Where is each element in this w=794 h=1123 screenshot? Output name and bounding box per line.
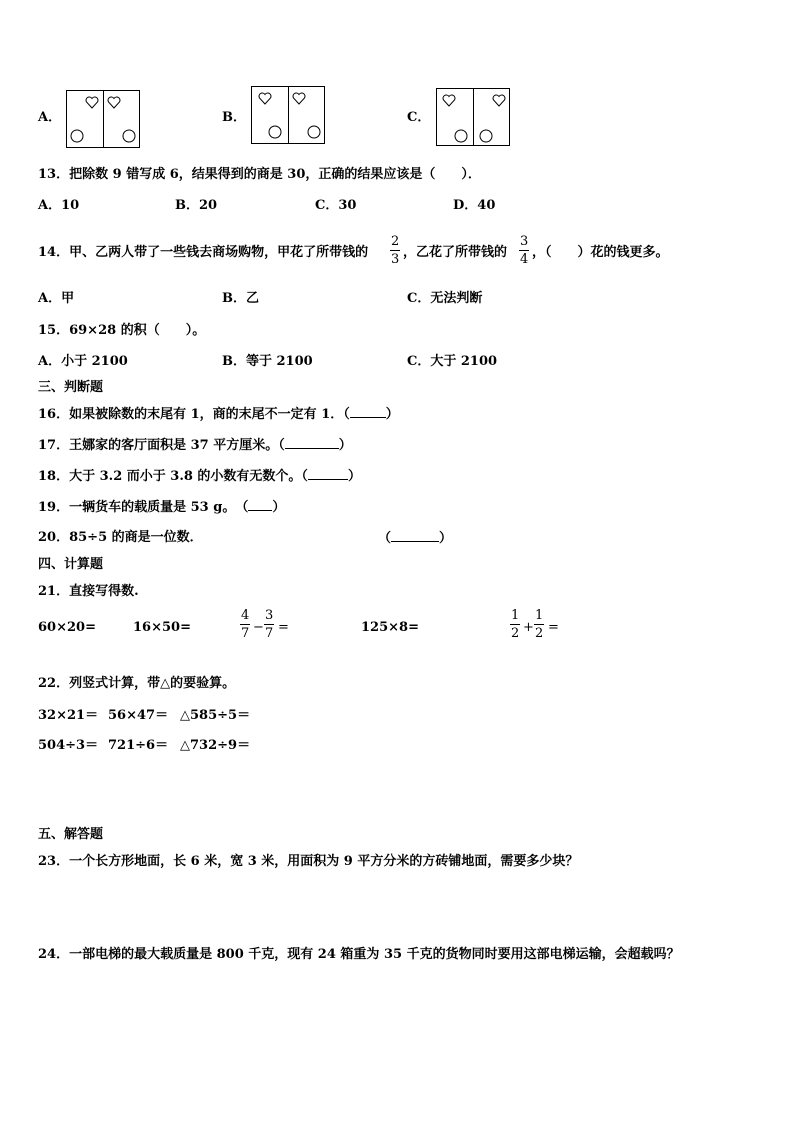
fraction-bar xyxy=(510,624,520,625)
q15-option-c: C．大于 2100 xyxy=(407,354,498,369)
q21-item-5-eq: = xyxy=(548,620,559,635)
fraction-bar xyxy=(390,250,400,251)
figure-divider xyxy=(103,91,104,147)
figure-divider xyxy=(288,87,289,143)
circle-icon xyxy=(454,129,468,143)
q22-row1-item1: 32×21＝ xyxy=(38,708,99,723)
q20-open: （ xyxy=(378,531,392,546)
q16-stem: 16．如果被除数的末尾有 1，商的末尾不一定有 1．（ xyxy=(38,407,350,422)
q14-stem-part2: ，乙花了所带钱的 xyxy=(403,245,508,260)
fraction-bar xyxy=(264,624,274,625)
numerator: 4 xyxy=(241,608,250,623)
denominator: 4 xyxy=(520,252,529,267)
section-4-heading: 四、计算题 xyxy=(38,557,104,572)
answer-blank[interactable] xyxy=(350,407,386,418)
q13-option-d: D．40 xyxy=(453,198,496,213)
fraction-three-quarters xyxy=(519,235,529,266)
fraction-bar xyxy=(534,624,544,625)
q21-item-5-frac-a xyxy=(510,609,520,640)
q21-stem: 21．直接写得数. xyxy=(38,584,139,599)
q15-option-b: B．等于 2100 xyxy=(222,354,313,369)
circle-icon xyxy=(268,125,282,139)
section-3-heading: 三、判断题 xyxy=(38,380,104,395)
answer-blank[interactable] xyxy=(308,469,348,480)
q21-item-3-op: − xyxy=(253,620,264,635)
q22-row1-item3: △585÷5＝ xyxy=(180,708,251,723)
q21-item-4: 125×8= xyxy=(361,620,419,635)
numerator: 2 xyxy=(391,234,400,249)
section-5-heading: 五、解答题 xyxy=(38,827,104,842)
circle-icon xyxy=(70,129,84,143)
q17-close: ） xyxy=(338,438,352,453)
option-a-label: A． xyxy=(38,110,62,125)
circle-icon xyxy=(122,129,136,143)
option-c-label: C． xyxy=(407,110,431,125)
q16-close: ） xyxy=(385,407,399,422)
q14-stem-part3: ，（ ）花的钱更多。 xyxy=(532,245,669,260)
q23-stem: 23．一个长方形地面，长 6 米，宽 3 米，用面积为 9 平方分米的方砖铺地面，需要多少块？ xyxy=(38,854,579,869)
heart-icon xyxy=(292,92,306,105)
option-b-label: B． xyxy=(222,110,246,125)
q14-option-c: C．无法判断 xyxy=(407,291,483,306)
numerator: 1 xyxy=(535,608,544,623)
option-c-figure xyxy=(436,88,510,146)
q21-item-3-frac-a xyxy=(240,609,250,640)
q22-row1-item2: 56×47＝ xyxy=(108,708,169,723)
q18-line xyxy=(38,469,361,483)
q20-stem: 20．85÷5 的商是一位数． xyxy=(38,530,203,545)
circle-icon xyxy=(479,129,493,143)
heart-icon xyxy=(442,94,456,107)
q21-item-1: 60×20= xyxy=(38,620,96,635)
q17-stem: 17．王娜家的客厅面积是 37 平方厘米。（ xyxy=(38,438,285,453)
q14-option-b: B．乙 xyxy=(222,291,259,306)
fraction-bar xyxy=(240,624,250,625)
q22-row2-item1: 504÷3＝ xyxy=(38,738,99,753)
q19-stem: 19．一辆货车的载质量是 53 g。 （ xyxy=(38,500,249,515)
numerator: 3 xyxy=(520,234,529,249)
q22-stem: 22．列竖式计算，带△的要验算。 xyxy=(38,676,236,691)
q19-close: ） xyxy=(272,500,286,515)
heart-icon xyxy=(107,96,121,109)
q22-row2-item3: △732÷9＝ xyxy=(180,738,251,753)
answer-blank[interactable] xyxy=(248,500,272,511)
q14-option-a: A．甲 xyxy=(38,291,75,306)
q18-stem: 18．大于 3.2 而小于 3.8 的小数有无数个。（ xyxy=(38,469,308,484)
q17-line xyxy=(38,438,352,452)
q21-item-3-frac-b xyxy=(264,609,274,640)
q18-close: ） xyxy=(347,469,361,484)
heart-icon xyxy=(258,92,272,105)
denominator: 7 xyxy=(241,626,250,641)
denominator: 7 xyxy=(265,626,274,641)
heart-icon xyxy=(85,96,99,109)
q21-item-2: 16×50= xyxy=(133,620,191,635)
q13-stem: 13．把除数 9 错写成 6，结果得到的商是 30，正确的结果应该是（ ）． xyxy=(38,167,481,182)
q13-option-a: A．10 xyxy=(38,198,80,213)
q16-line xyxy=(38,407,399,421)
q15-stem: 15．69×28 的积（ ）。 xyxy=(38,323,206,338)
numerator: 1 xyxy=(511,608,520,623)
q13-option-b: B．20 xyxy=(175,198,218,213)
q21-item-5-frac-b xyxy=(534,609,544,640)
q20-answer xyxy=(378,531,452,545)
denominator: 2 xyxy=(511,626,520,641)
q21-item-5-op: + xyxy=(523,620,534,635)
fraction-bar xyxy=(519,250,529,251)
q22-row2-item2: 721÷6＝ xyxy=(108,738,169,753)
fraction-two-thirds xyxy=(390,235,400,266)
denominator: 3 xyxy=(391,252,400,267)
circle-icon xyxy=(307,125,321,139)
q14-stem-part1: 14．甲、乙两人带了一些钱去商场购物，甲花了所带钱的 xyxy=(38,245,369,260)
numerator: 3 xyxy=(265,608,274,623)
heart-icon xyxy=(492,94,506,107)
answer-blank[interactable] xyxy=(391,531,439,542)
q24-stem: 24．一部电梯的最大载质量是 800 千克，现有 24 箱重为 35 千克的货物同时要用这部电梯运输，会超载吗？ xyxy=(38,947,680,962)
option-a-figure xyxy=(66,90,140,148)
q15-option-a: A．小于 2100 xyxy=(38,354,128,369)
figure-divider xyxy=(473,89,474,145)
answer-blank[interactable] xyxy=(285,438,339,449)
q20-close: ） xyxy=(439,531,453,546)
option-b-figure xyxy=(251,86,325,144)
q19-line xyxy=(38,500,285,514)
denominator: 2 xyxy=(535,626,544,641)
q13-option-c: C．30 xyxy=(315,198,357,213)
q21-item-3-eq: = xyxy=(278,620,289,635)
